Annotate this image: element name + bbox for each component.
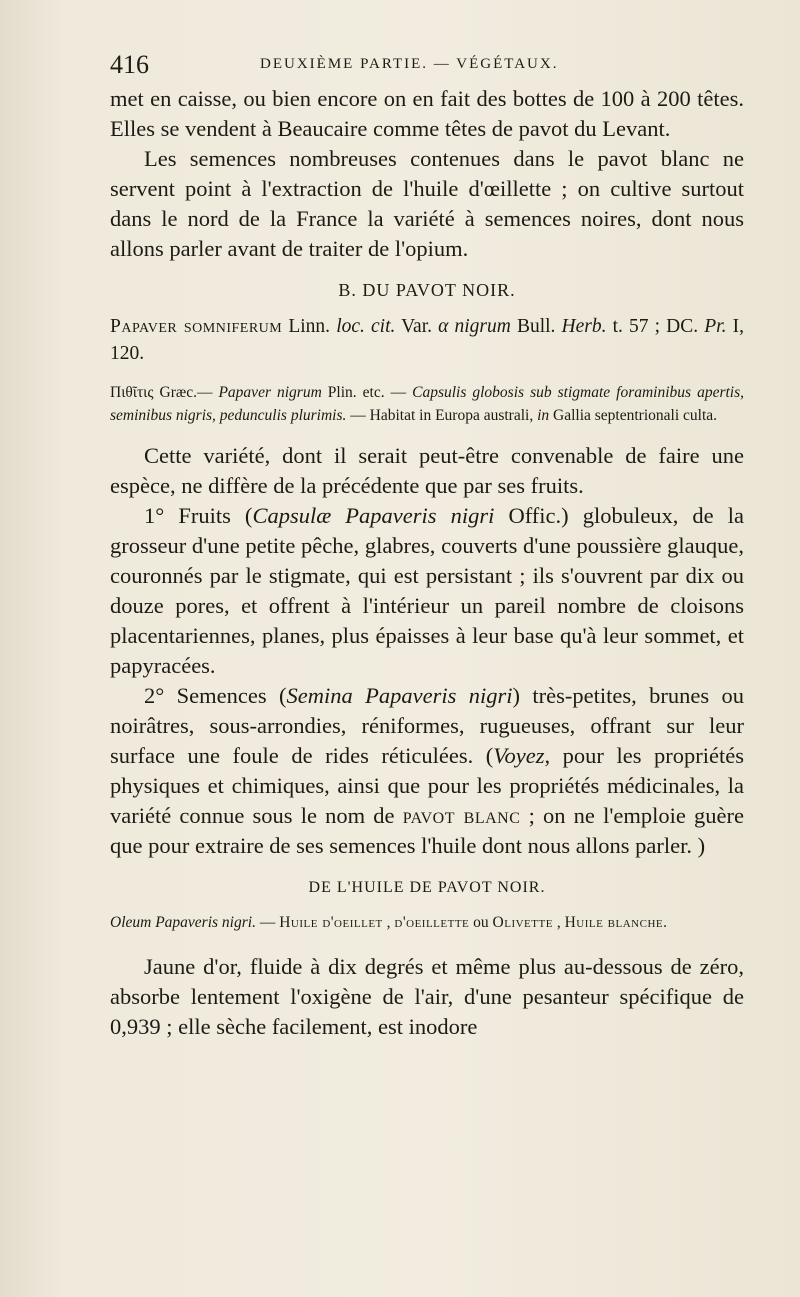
ref-text: Bull. xyxy=(510,316,562,337)
section-heading-black-poppy: B. DU PAVOT NOIR. xyxy=(338,280,516,300)
note-text: Græc.— xyxy=(153,384,219,401)
note-italic: Papaver nigrum xyxy=(218,384,322,401)
ref-italic: α nigrum xyxy=(438,316,511,337)
note-text: — xyxy=(255,914,280,931)
note-text: ou xyxy=(469,914,493,931)
para-text: 2° Semences ( xyxy=(144,683,287,708)
para-smallcaps: pavot blanc xyxy=(402,803,521,828)
ref-text: I, 120. xyxy=(110,316,744,364)
para-text: , pour les propriétés physiques et chimiques, ainsi que pour les propriétés médicinales, la variété connue sous le nom de xyxy=(110,743,744,828)
ref-text: Var. xyxy=(395,316,439,337)
ref-text: Linn. xyxy=(282,316,337,337)
page-body xyxy=(110,84,744,1042)
paragraph-continuation: met en caisse, ou bien encore on en fait des bottes de 100 à 200 têtes. Elles se vendent à Beaucaire comme têtes de pavot du Levant. xyxy=(110,86,744,141)
species-name: Papaver somniferum xyxy=(110,316,283,337)
paragraph-white-poppy-seeds: Les semences nombreuses contenues dans le pavot blanc ne servent point à l'extraction de l'huile d'œillette ; on cultive surtout dans le nord de la France la variété à semences noires, dont nous allons parler avant de traiter de l'opium. xyxy=(110,146,744,261)
para-italic: Semina Papaveris nigri xyxy=(286,683,513,708)
section-heading-oil: DE L'HUILE DE PAVOT NOIR. xyxy=(308,879,546,896)
note-text: Gallia septentrionali culta. xyxy=(549,407,717,424)
para-italic: Voyez xyxy=(493,743,545,768)
ref-text: t. 57 ; DC. xyxy=(606,316,705,337)
note-text: — Habitat in Europa australi, xyxy=(346,407,538,424)
note-smallcaps: Huile d'oeillet xyxy=(279,914,383,931)
note-smallcaps: Huile blanche xyxy=(564,914,664,931)
para-text: 1° Fruits ( xyxy=(144,503,253,528)
note-text: , xyxy=(382,914,395,931)
para-text: ) très-petites, brunes ou noirâtres, sous-arrondies, réniformes, rugueuses, offrant sur leur surface une foule de rides réticulées. ( xyxy=(110,683,744,768)
paragraph-seeds xyxy=(110,681,744,861)
note-italic: Capsulis globosis sub stigmate foraminibus apertis, seminibus nigris, pedunculis plurimis. xyxy=(110,384,744,424)
note-smallcaps: d'oeillette xyxy=(394,914,470,931)
paragraph-fruits xyxy=(110,501,744,681)
note-text: Plin. etc. — xyxy=(321,384,413,401)
note-italic: in xyxy=(537,407,550,424)
para-text: Offic.) globuleux, de la grosseur d'une petite pêche, glabres, couverts d'une poussière glauque, couronnés par le stigmate, qui est persistant ; ils s'ouvrent par dix ou douze pores, et offrent à l'intérieur un pareil nombre de cloisons placentariennes, planes, plus épaisses à leur base qu'à leur sommet, et papyracées. xyxy=(110,503,744,678)
ref-italic: Herb. xyxy=(561,316,607,337)
running-head: DEUXIÈME PARTIE. — VÉGÉTAUX. xyxy=(260,56,559,72)
note-text: . xyxy=(663,914,667,931)
note-italic: Oleum Papaveris nigri. xyxy=(110,914,256,931)
greek-name: Πιθῖτις xyxy=(110,384,154,401)
note-smallcaps: Olivette xyxy=(492,914,553,931)
paragraph-oil-properties: Jaune d'or, fluide à dix degrés et même plus au-dessous de zéro, absorbe lentement l'oxigène de l'air, d'une pesanteur spécifique de 0,939 ; elle sèche facilement, est inodore xyxy=(110,954,744,1039)
para-text: ; on ne l'emploie guère que pour extraire de ses semences l'huile dont nous allons parler. ) xyxy=(110,803,744,858)
page-header xyxy=(110,50,740,86)
page-number: 416 xyxy=(110,50,149,79)
note-text: , xyxy=(552,914,565,931)
botanical-reference xyxy=(110,313,744,367)
ref-italic: Pr. xyxy=(704,316,727,337)
oil-synonymy-note xyxy=(110,911,744,934)
para-italic: Capsulæ Papaveris nigri xyxy=(252,503,495,528)
ref-italic: loc. cit. xyxy=(336,316,396,337)
paragraph-variety: Cette variété, dont il serait peut-être convenable de faire une espèce, ne diffère de la précédente que par ses fruits. xyxy=(110,443,744,498)
synonymy-note xyxy=(110,381,744,427)
